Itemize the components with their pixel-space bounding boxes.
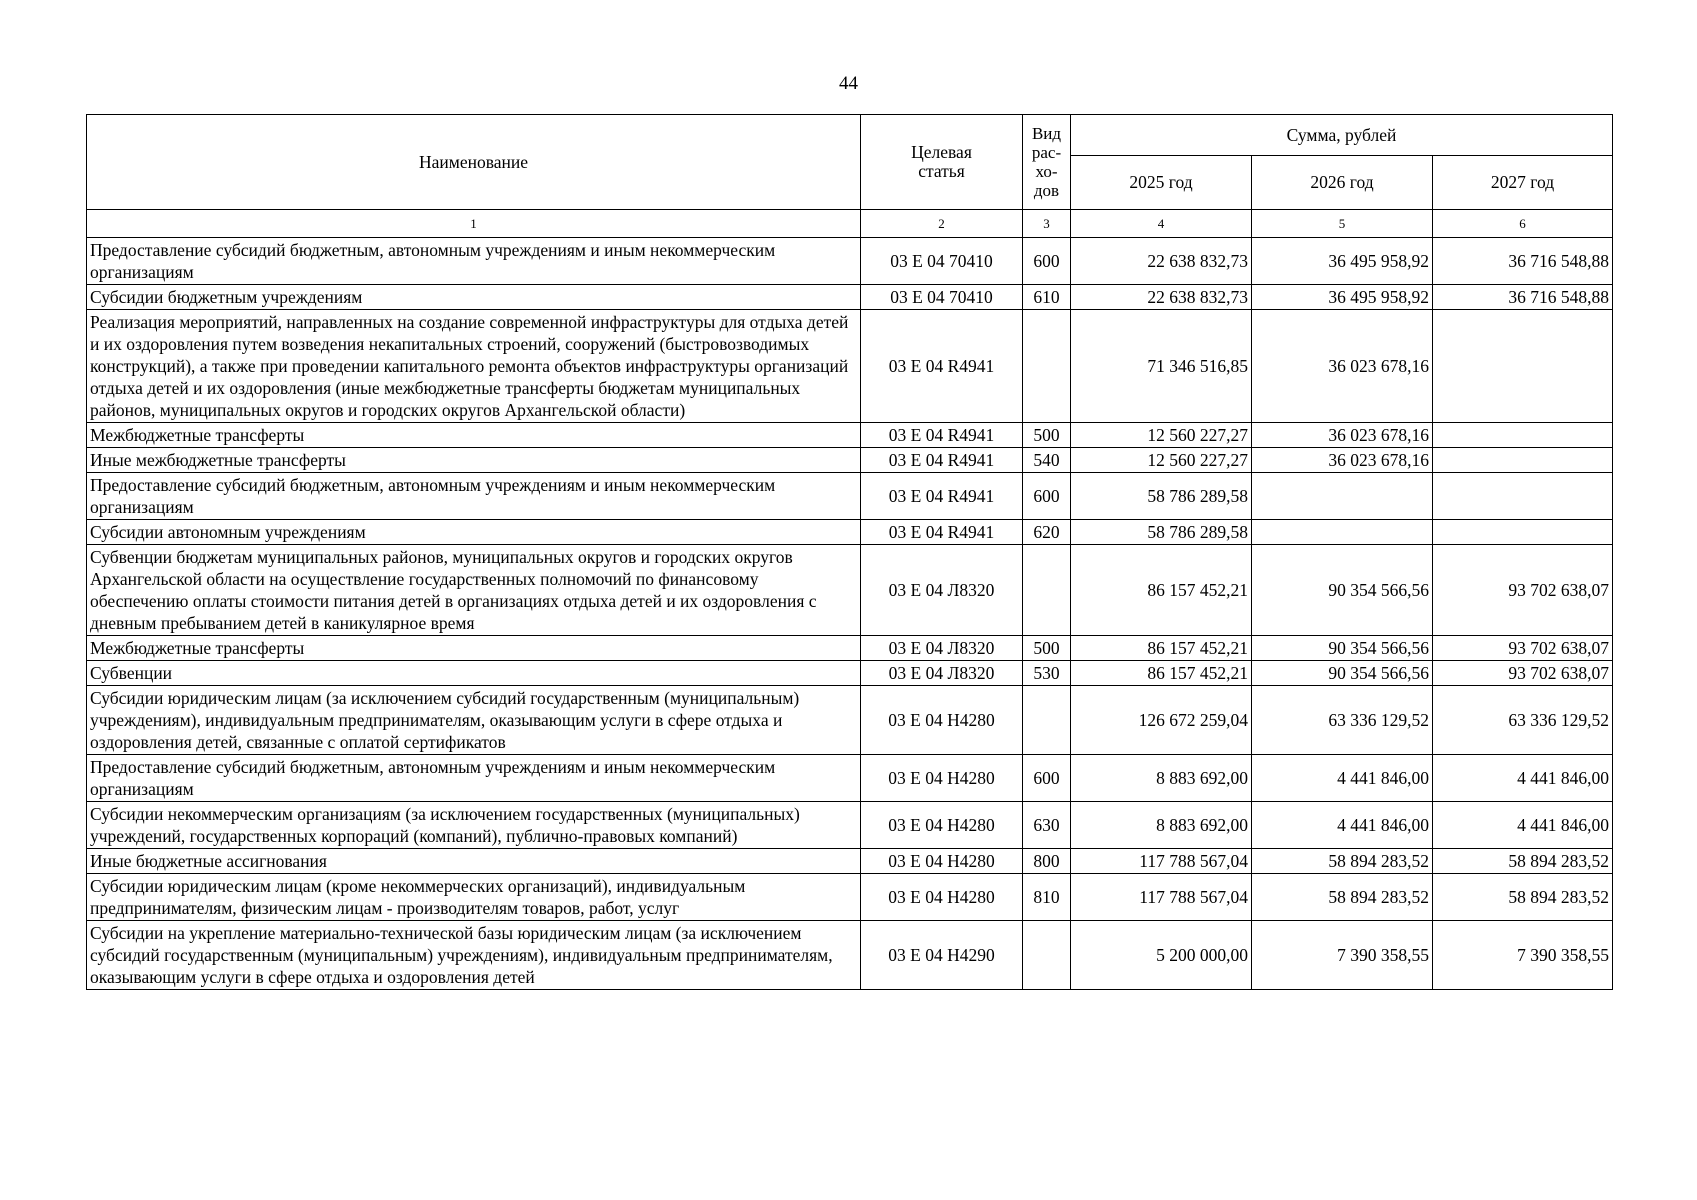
table-row (87, 545, 1613, 636)
table-row (87, 661, 1613, 686)
row-expense-type: 600 (1023, 755, 1071, 802)
row-amount-2026: 4 441 846,00 (1252, 755, 1433, 802)
row-target-code: 03 Е 04 Н4280 (861, 802, 1023, 849)
row-amount-2026: 90 354 566,56 (1252, 545, 1433, 636)
page-number: 44 (839, 73, 858, 94)
row-expense-type: 500 (1023, 423, 1071, 448)
row-target-code: 03 Е 04 Н4290 (861, 921, 1023, 990)
row-amount-2026: 63 336 129,52 (1252, 686, 1433, 755)
column-number: 6 (1433, 210, 1613, 238)
row-amount-2026: 58 894 283,52 (1252, 849, 1433, 874)
row-target-code: 03 Е 04 R4941 (861, 520, 1023, 545)
column-number: 5 (1252, 210, 1433, 238)
header-vid-line: рас- (1031, 143, 1062, 162)
row-amount-2025: 5 200 000,00 (1071, 921, 1252, 990)
row-amount-2027: 4 441 846,00 (1433, 755, 1613, 802)
row-amount-2026: 36 495 958,92 (1252, 238, 1433, 285)
row-amount-2027: 63 336 129,52 (1433, 686, 1613, 755)
row-amount-2025: 22 638 832,73 (1071, 238, 1252, 285)
column-number: 2 (861, 210, 1023, 238)
row-expense-type: 530 (1023, 661, 1071, 686)
row-amount-2027: 4 441 846,00 (1433, 802, 1613, 849)
row-expense-type (1023, 686, 1071, 755)
row-target-code: 03 Е 04 Л8320 (861, 545, 1023, 636)
table-body (87, 238, 1613, 990)
row-amount-2025: 12 560 227,27 (1071, 423, 1252, 448)
row-amount-2027: 58 894 283,52 (1433, 849, 1613, 874)
row-amount-2025: 8 883 692,00 (1071, 755, 1252, 802)
header-vid-line: Вид (1031, 124, 1062, 143)
row-amount-2027 (1433, 448, 1613, 473)
row-name: Субсидии автономным учреждениям (87, 520, 861, 545)
row-amount-2027 (1433, 473, 1613, 520)
row-target-code: 03 Е 04 R4941 (861, 310, 1023, 423)
row-amount-2027: 93 702 638,07 (1433, 636, 1613, 661)
table-row (87, 755, 1613, 802)
row-amount-2026: 36 023 678,16 (1252, 448, 1433, 473)
row-amount-2025: 71 346 516,85 (1071, 310, 1252, 423)
row-name: Предоставление субсидий бюджетным, автономным учреждениям и иным некоммерческим организациям (87, 473, 861, 520)
row-name: Иные межбюджетные трансферты (87, 448, 861, 473)
row-amount-2026: 36 495 958,92 (1252, 285, 1433, 310)
row-amount-2026: 58 894 283,52 (1252, 874, 1433, 921)
column-number: 4 (1071, 210, 1252, 238)
row-expense-type: 610 (1023, 285, 1071, 310)
row-amount-2025: 86 157 452,21 (1071, 545, 1252, 636)
row-expense-type: 600 (1023, 473, 1071, 520)
row-amount-2025: 86 157 452,21 (1071, 661, 1252, 686)
row-amount-2027 (1433, 520, 1613, 545)
row-amount-2026 (1252, 520, 1433, 545)
table-row (87, 874, 1613, 921)
row-amount-2027: 58 894 283,52 (1433, 874, 1613, 921)
row-target-code: 03 Е 04 70410 (861, 238, 1023, 285)
header-code (861, 115, 1023, 210)
row-expense-type (1023, 545, 1071, 636)
row-target-code: 03 Е 04 R4941 (861, 473, 1023, 520)
header-code-label: Целевая статья (911, 142, 972, 181)
budget-table (86, 114, 1613, 990)
row-target-code: 03 Е 04 Н4280 (861, 849, 1023, 874)
row-target-code: 03 Е 04 R4941 (861, 448, 1023, 473)
row-amount-2026: 36 023 678,16 (1252, 310, 1433, 423)
row-amount-2027 (1433, 310, 1613, 423)
row-expense-type: 630 (1023, 802, 1071, 849)
row-name: Реализация мероприятий, направленных на создание современной инфраструктуры для отдыха детей и их оздоровления путем возведения некапитальных строений, сооружений (быстровозводимых конструкций), а также при проведении капитального ремонта объектов инфраструктуры организаций отдыха детей и их оздоровления (иные межбюджетные трансферты бюджетам муниципальных районов, муниципальных округов и городских округов Архангельской области) (87, 310, 861, 423)
table-row (87, 238, 1613, 285)
header-vid-line: хо- (1035, 162, 1058, 181)
row-expense-type: 540 (1023, 448, 1071, 473)
row-amount-2026: 36 023 678,16 (1252, 423, 1433, 448)
row-amount-2025: 126 672 259,04 (1071, 686, 1252, 755)
row-expense-type: 800 (1023, 849, 1071, 874)
column-number: 1 (87, 210, 861, 238)
row-expense-type: 810 (1023, 874, 1071, 921)
row-expense-type: 500 (1023, 636, 1071, 661)
row-amount-2025: 58 786 289,58 (1071, 520, 1252, 545)
table-row (87, 285, 1613, 310)
header-sum: Сумма, рублей (1071, 115, 1613, 156)
table-row (87, 520, 1613, 545)
row-amount-2027: 93 702 638,07 (1433, 661, 1613, 686)
row-amount-2025: 58 786 289,58 (1071, 473, 1252, 520)
row-name: Межбюджетные трансферты (87, 636, 861, 661)
row-amount-2025: 86 157 452,21 (1071, 636, 1252, 661)
row-name: Субсидии юридическим лицам (кроме некоммерческих организаций), индивидуальным предпринимателям, физическим лицам - производителям товаров, работ, услуг (87, 874, 861, 921)
row-name: Субвенции (87, 661, 861, 686)
table-row (87, 849, 1613, 874)
row-target-code: 03 Е 04 Н4280 (861, 874, 1023, 921)
header-vid (1023, 115, 1071, 210)
row-amount-2026: 90 354 566,56 (1252, 661, 1433, 686)
table-row (87, 686, 1613, 755)
row-name: Предоставление субсидий бюджетным, автономным учреждениям и иным некоммерческим организациям (87, 755, 861, 802)
column-number: 3 (1023, 210, 1071, 238)
row-target-code: 03 Е 04 Л8320 (861, 636, 1023, 661)
row-target-code: 03 Е 04 Н4280 (861, 755, 1023, 802)
header-year-2027: 2027 год (1433, 156, 1613, 210)
row-amount-2027: 7 390 358,55 (1433, 921, 1613, 990)
row-amount-2027 (1433, 423, 1613, 448)
table-row (87, 636, 1613, 661)
table-row (87, 802, 1613, 849)
row-amount-2026: 7 390 358,55 (1252, 921, 1433, 990)
header-year-2026: 2026 год (1252, 156, 1433, 210)
row-name: Субвенции бюджетам муниципальных районов, муниципальных округов и городских округов Архангельской области на осуществление государственных полномочий по финансовому обеспечению оплаты стоимости питания детей в организациях отдыха детей и их оздоровления с дневным пребыванием детей в каникулярное время (87, 545, 861, 636)
table-row (87, 423, 1613, 448)
row-amount-2025: 22 638 832,73 (1071, 285, 1252, 310)
row-target-code: 03 Е 04 70410 (861, 285, 1023, 310)
row-amount-2027: 93 702 638,07 (1433, 545, 1613, 636)
table-row (87, 921, 1613, 990)
row-amount-2025: 117 788 567,04 (1071, 849, 1252, 874)
column-number-row (87, 210, 1613, 238)
row-name: Иные бюджетные ассигнования (87, 849, 861, 874)
header-year-2025: 2025 год (1071, 156, 1252, 210)
row-target-code: 03 Е 04 Л8320 (861, 661, 1023, 686)
row-expense-type (1023, 310, 1071, 423)
row-amount-2026: 90 354 566,56 (1252, 636, 1433, 661)
table-row (87, 448, 1613, 473)
row-amount-2025: 117 788 567,04 (1071, 874, 1252, 921)
row-target-code: 03 Е 04 Н4280 (861, 686, 1023, 755)
row-name: Субсидии бюджетным учреждениям (87, 285, 861, 310)
row-target-code: 03 Е 04 R4941 (861, 423, 1023, 448)
row-name: Субсидии юридическим лицам (за исключением субсидий государственным (муниципальным) учреждениям), индивидуальным предпринимателям, оказывающим услуги в сфере отдыха и оздоровления детей, связанные с оплатой сертификатов (87, 686, 861, 755)
row-amount-2025: 8 883 692,00 (1071, 802, 1252, 849)
row-expense-type: 600 (1023, 238, 1071, 285)
row-expense-type (1023, 921, 1071, 990)
table-row (87, 310, 1613, 423)
row-amount-2026: 4 441 846,00 (1252, 802, 1433, 849)
row-name: Предоставление субсидий бюджетным, автономным учреждениям и иным некоммерческим организациям (87, 238, 861, 285)
header-name: Наименование (87, 115, 861, 210)
header-vid-line: дов (1033, 181, 1060, 200)
row-name: Субсидии некоммерческим организациям (за исключением государственных (муниципальных) учреждений, государственных корпораций (компаний), публично-правовых компаний) (87, 802, 861, 849)
table-row (87, 473, 1613, 520)
row-amount-2027: 36 716 548,88 (1433, 238, 1613, 285)
row-name: Субсидии на укрепление материально-технической базы юридическим лицам (за исключением субсидий государственным (муниципальным) учреждениям), индивидуальным предпринимателям, оказывающим услуги в сфере отдыха и оздоровления детей (87, 921, 861, 990)
row-amount-2026 (1252, 473, 1433, 520)
row-name: Межбюджетные трансферты (87, 423, 861, 448)
row-amount-2027: 36 716 548,88 (1433, 285, 1613, 310)
row-amount-2025: 12 560 227,27 (1071, 448, 1252, 473)
row-expense-type: 620 (1023, 520, 1071, 545)
